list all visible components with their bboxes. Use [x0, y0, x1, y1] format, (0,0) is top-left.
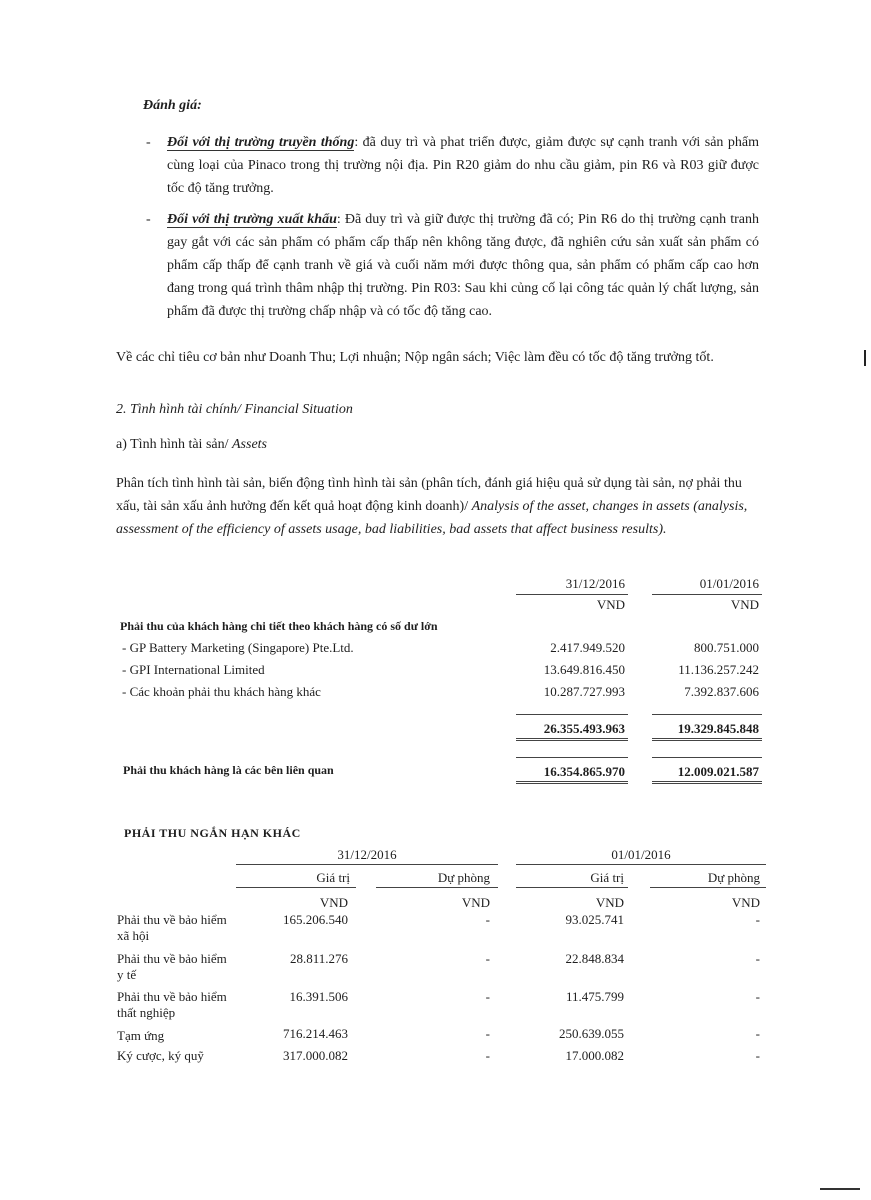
- table-row-value: 16.391.506: [289, 989, 348, 1004]
- header-rule: [516, 594, 628, 595]
- bullet-text: : đã duy trì và phat triển được, giảm được sự cạnh tranh với sản phẩm cùng loại của Pinaco trong thị trường nội địa. Pin R20 giảm do nhu cầu giảm, pin R6 và R03 giữ được tốc độ tăng trưởng.: [167, 135, 759, 196]
- currency-header: VND: [461, 895, 490, 910]
- related-parties-value: 16.354.865.970: [543, 764, 625, 779]
- value-header: Giá trị: [590, 870, 624, 885]
- subheader-rule: [236, 887, 356, 888]
- table-row-label: Ký cược, ký quỹ: [117, 1048, 204, 1063]
- evaluation-heading: Đánh giá:: [143, 98, 202, 113]
- table-row-value: 93.025.741: [565, 912, 624, 927]
- total-double-rule: [516, 738, 628, 741]
- table-row-provision: -: [485, 1026, 490, 1041]
- related-parties-label: Phải thu khách hàng là các bên liên quan: [123, 763, 334, 777]
- subsection-a-label-en: Assets: [232, 437, 267, 452]
- subtotal-rule: [652, 714, 762, 715]
- table-row-value: 10.287.727.993: [543, 684, 625, 699]
- subheader-rule: [650, 887, 766, 888]
- subheader-rule: [376, 887, 498, 888]
- table-row-value: 7.392.837.606: [684, 684, 759, 699]
- total-value: 19.329.845.848: [677, 721, 759, 736]
- table-row-value: 716.214.463: [283, 1026, 348, 1041]
- table-row-provision: -: [755, 951, 760, 966]
- table-row-value: 11.475.799: [565, 989, 624, 1004]
- table-row-provision: -: [485, 1048, 490, 1063]
- related-double-rule: [652, 781, 762, 784]
- col-currency: VND: [730, 597, 759, 612]
- table-row-label: - GPI International Limited: [122, 662, 265, 677]
- currency-header: VND: [595, 895, 624, 910]
- other-receivables-title: PHẢI THU NGẮN HẠN KHÁC: [124, 826, 301, 840]
- table-row-value: 2.417.949.520: [550, 640, 625, 655]
- total-double-rule: [652, 738, 762, 741]
- provision-header: Dự phòng: [707, 870, 760, 885]
- table-row-provision: -: [755, 1048, 760, 1063]
- table-row-value: 800.751.000: [694, 640, 759, 655]
- provision-header: Dự phòng: [437, 870, 490, 885]
- value-header: Giá trị: [316, 870, 350, 885]
- receivables-group-title: Phải thu của khách hàng chi tiết theo khách hàng có số dư lớn: [120, 619, 438, 633]
- table-row-label: Phải thu về bảo hiểm y tế: [117, 951, 227, 982]
- date-rule: [236, 864, 498, 865]
- col-date-2016-end: 31/12/2016: [565, 576, 625, 591]
- subheader-rule: [516, 887, 628, 888]
- table-row-value: 11.136.257.242: [678, 662, 759, 677]
- table-row-value: 17.000.082: [565, 1048, 624, 1063]
- bullet-lead: Đối với thị trường xuất khẩu: [167, 212, 337, 227]
- col-date-2016-start: 01/01/2016: [699, 576, 759, 591]
- bullet-text: : Đã duy trì và giữ được thị trường đã có; Pin R6 do thị trường cạnh tranh gay gắt với các sản phẩm có phẩm cấp thấp nên không tăng được, đã nghiên cứu sản xuất sản phẩm có phẩm cấp thấp để cạnh tranh về giá và cuối năm mới được thông qua, sản phẩm có phẩm cấp cao hơn đang trong quá trình thâm nhập thị trường. Pin R03: Sau khi củng cố lại công tác quản lý chất lượng, sản phẩm đã được thị trường chấp nhập và có tốc độ tăng cao.: [167, 212, 759, 319]
- table-row-provision: -: [485, 912, 490, 927]
- table-row-provision: -: [485, 951, 490, 966]
- scan-edge-mark: [864, 350, 866, 366]
- table-row-provision: -: [755, 989, 760, 1004]
- table-row-value: 13.649.816.450: [543, 662, 625, 677]
- date-header: 01/01/2016: [611, 847, 671, 862]
- assets-intro-vn: Phân tích tình hình tài sản, biến động tình hình tài sản (phân tích, đánh giá hiệu quả sử dụng tài sản, nợ phải thu xấu, tài sản xấu ảnh hưởng đến kết quả hoạt động kinh doanh)/: [116, 476, 742, 514]
- bullet-export-market: [167, 208, 759, 323]
- bullet-dash: -: [146, 212, 151, 227]
- subsection-a-label: a) Tình hình tài sản/: [116, 437, 232, 452]
- currency-header: VND: [319, 895, 348, 910]
- table-row-value: 165.206.540: [283, 912, 348, 927]
- header-rule: [652, 594, 762, 595]
- table-row-value: 22.848.834: [565, 951, 624, 966]
- currency-header: VND: [731, 895, 760, 910]
- related-rule: [652, 757, 762, 758]
- bullet-lead: Đối với thị trường truyền thống: [167, 135, 355, 150]
- table-row-label: Phải thu về bảo hiểm thất nghiệp: [117, 989, 227, 1020]
- table-row-label: Phải thu về bảo hiểm xã hội: [117, 912, 227, 943]
- table-row-value: 28.811.276: [289, 951, 348, 966]
- scan-edge-mark: [820, 1188, 860, 1190]
- bullet-dash: -: [146, 135, 151, 150]
- table-row-provision: -: [485, 989, 490, 1004]
- bullet-traditional-market: [167, 131, 759, 200]
- related-double-rule: [516, 781, 628, 784]
- table-row-label: Tạm ứng: [117, 1028, 165, 1043]
- table-row-value: 317.000.082: [283, 1048, 348, 1063]
- date-header: 31/12/2016: [337, 847, 397, 862]
- table-row-provision: -: [755, 912, 760, 927]
- subsection-a-title: [116, 437, 267, 453]
- related-rule: [516, 757, 628, 758]
- table-row-label: - GP Battery Marketing (Singapore) Pte.Ltd.: [122, 640, 354, 655]
- table-row-value: 250.639.055: [559, 1026, 624, 1041]
- total-value: 26.355.493.963: [543, 721, 625, 736]
- subtotal-rule: [516, 714, 628, 715]
- assets-intro-en: Analysis of the asset, changes in assets (analysis, assessment of the efficiency of assets usage, bad liabilities, bad assets that affect business results).: [116, 499, 748, 537]
- date-rule: [516, 864, 766, 865]
- col-currency: VND: [596, 597, 625, 612]
- section-2-title: 2. Tình hình tài chính/ Financial Situation: [116, 402, 353, 417]
- evaluation-summary: Về các chỉ tiêu cơ bản như Doanh Thu; Lợi nhuận; Nộp ngân sách; Việc làm đều có tốc độ tăng trưởng tốt.: [116, 350, 714, 365]
- table-row-provision: -: [755, 1026, 760, 1041]
- table-row-label: - Các khoản phải thu khách hàng khác: [122, 684, 321, 699]
- assets-intro: [116, 472, 756, 541]
- related-parties-value: 12.009.021.587: [677, 764, 759, 779]
